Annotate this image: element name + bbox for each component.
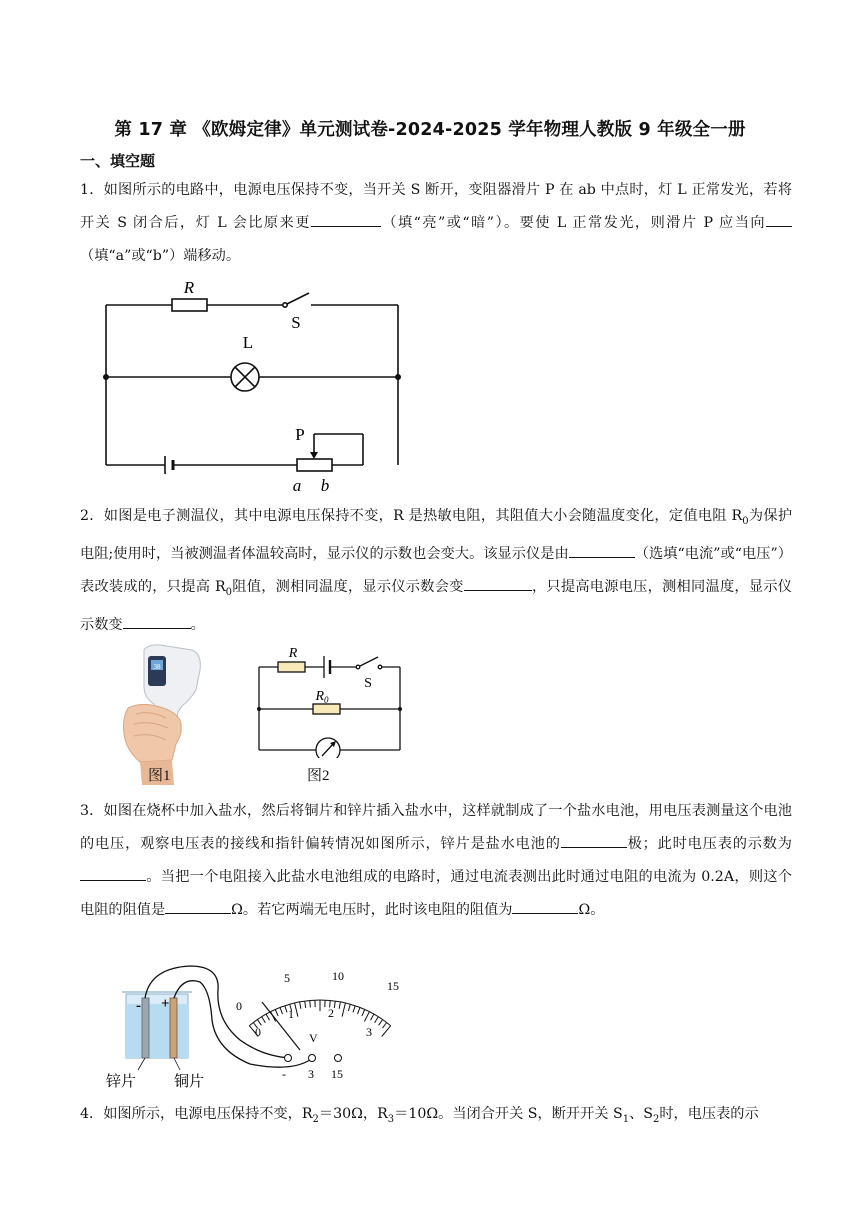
scale-tick [358,1008,361,1015]
subscript: 3 [387,1113,395,1125]
question-text: 。 [190,616,205,633]
unit-label: V [309,1031,318,1045]
label-copper-plate: 铜片 [174,1074,205,1090]
scale-top-5: 5 [284,971,290,985]
terminal-15: 15 [331,1067,343,1081]
answer-blank[interactable] [561,831,627,848]
plus-sign: + [161,996,170,1012]
salt-water-battery-figure [100,960,420,1090]
svg-text:38: 38 [153,663,161,671]
subscript: 0 [225,586,232,598]
answer-blank[interactable] [123,612,191,629]
answer-blank[interactable] [80,864,146,881]
question-4 [80,1098,792,1136]
question-text: （选填“电流”或“电压”）表改装成的，只提高 R [80,545,792,595]
scale-top-0: 0 [236,999,242,1013]
circuit-diagram-2 [250,643,410,758]
answer-blank[interactable] [311,210,381,227]
question-text: Ω。若它两端无电压时，此时该电阻的阻值为 [231,902,513,918]
label-switch-s: S [291,313,301,332]
scale-tick [371,1014,374,1020]
question-text: （填“亮”或“暗”）。要使 L 正常发光，则滑片 P 应当向 [380,215,766,231]
scale-tick [339,1002,340,1009]
question-text: 时，电压表的示 [659,1106,759,1122]
scale-tick [342,1003,345,1017]
answer-blank[interactable] [766,210,792,227]
scale-tick [300,1002,301,1009]
subscript: 1 [622,1113,630,1125]
figure-2-label: 图2 [307,768,330,784]
question-text: ＝30Ω，R [318,1106,388,1122]
subscript: 2 [652,1113,660,1125]
question-number: 2． [80,508,104,524]
answer-blank[interactable] [165,897,231,914]
scale-tick [379,1020,383,1026]
question-number: 3． [80,803,104,819]
question-text: 如图是电子测温仪，其中电源电压保持不变，R 是热敏电阻，其阻值大小会随温度变化，定值电阻 R [103,508,743,524]
scale-tick [364,1012,369,1022]
answer-blank[interactable] [464,574,532,591]
scale-tick [362,1010,365,1016]
scale-bottom-0: 0 [255,1025,261,1039]
question-text: ，只提高电源电压，测相同温度，显示仪示数变 [80,578,792,633]
scale-tick [285,1006,287,1013]
question-2 [80,500,792,642]
question-text: Ω。 [578,902,605,918]
scale-tick [353,1006,355,1013]
scale-tick [334,1001,335,1008]
scale-bottom-3: 3 [366,1025,372,1039]
scale-tick [275,1010,278,1016]
question-text: 阻值，测相同温度，显示仪示数会变 [232,578,464,595]
question-text: 、S [629,1106,653,1122]
label-lamp-l: L [242,333,254,352]
label-resistor-r: R [288,646,298,661]
answer-blank[interactable] [512,897,578,914]
label-resistor-r0: $R_0$ [315,689,329,705]
question-text: （填“a”或“b”）端移动。 [80,248,241,264]
terminal-3: 3 [308,1067,314,1081]
scale-tick [348,1004,350,1011]
label-zinc-plate: 锌片 [106,1074,137,1090]
scale-bottom-2: 2 [328,1006,334,1020]
scale-tick [266,1014,269,1020]
circuit-diagram-1 [95,272,415,497]
subscript: 0 [742,515,749,527]
scale-tick [280,1008,283,1015]
document-title: 第 17 章 《欧姆定律》单元测试卷-2024-2025 学年物理人教版 9 年级全一册 [114,120,746,140]
scale-bottom-1: 1 [288,1007,294,1021]
label-resistor-r: R [183,278,195,297]
label-switch-s: S [364,676,372,691]
answer-blank[interactable] [569,541,635,558]
label-slider-p: P [295,425,305,444]
scale-tick [262,1017,266,1023]
question-text: 。当把一个电阻接入此盐水电池组成的电路时，通过电流表测出此时通过电阻的电流为 0.2A，则这个电阻的阻值是 [80,869,792,918]
question-number: 4． [80,1106,104,1122]
question-text: ＝10Ω。当闭合开关 S，断开开关 S [394,1106,623,1122]
question-3 [80,795,792,927]
scale-tick [295,1003,298,1017]
scale-tick [310,1001,311,1008]
minus-sign: - [136,998,141,1014]
scale-tick [375,1017,379,1023]
scale-tick [383,1023,387,1029]
terminal-minus: - [282,1067,286,1081]
question-text: 极；此时电压表的示数为 [626,836,792,852]
question-text: 如图所示的电路中，电源电压保持不变，当开关 S 断开，变阻器滑片 P 在 ab 中点时，灯 L 正常发光，若将开关 S 闭合后，灯 L 会比原来更 [80,182,793,231]
scale-top-15: 15 [387,979,399,993]
question-text: 如图在烧杯中加入盐水，然后将铜片和锌片插入盐水中，这样就制成了一个盐水电池，用电压表测量这个电池的电压，观察电压表的接线和指针偏转情况如图所示，锌片是盐水电池的 [80,803,792,852]
scale-tick [305,1001,306,1008]
question-number: 1． [80,182,104,198]
question-text: 为保护电阻;使用时，当被测温者体温较高时，显示仪的示数也会变大。该显示仪是由 [80,508,793,562]
question-text: 如图所示，电源电压保持不变，R [103,1106,313,1122]
scale-top-10: 10 [332,969,344,983]
figure-1-label: 图1 [148,768,171,784]
question-1 [80,174,792,273]
label-end-b: b [320,476,330,495]
section-heading: 一、填空题 [80,152,156,170]
label-end-a: a [292,476,302,495]
subscript: 2 [312,1113,319,1125]
